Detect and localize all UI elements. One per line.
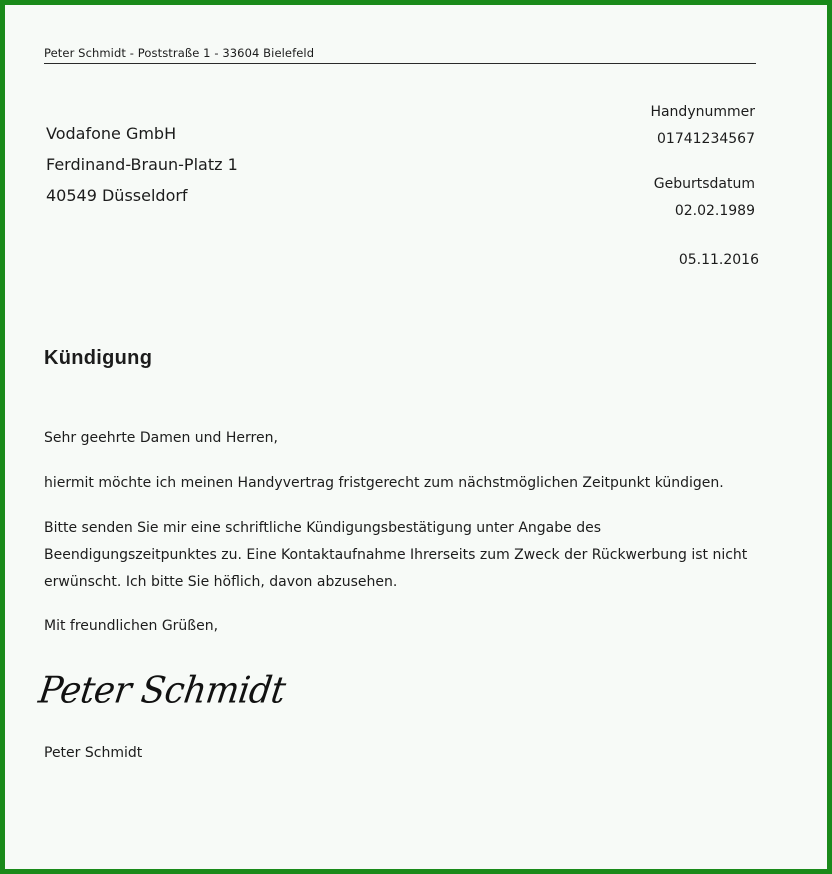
birthdate-value: 02.02.1989 (674, 203, 755, 219)
letter-page (5, 5, 827, 869)
body-paragraph: hiermit möchte ich meinen Handyvertrag fristgerecht zum nächstmöglichen Zeitpunkt kündigen. (44, 475, 724, 491)
sender-return-address: Peter Schmidt - Poststraße 1 - 33604 Bielefeld (44, 46, 756, 64)
letter-subject: Kündigung (44, 347, 153, 369)
phone-value: 01741234567 (657, 131, 755, 147)
recipient-address-block (46, 118, 238, 211)
recipient-city: 40549 Düsseldorf (46, 186, 188, 205)
handwritten-signature: Peter Schmidt (36, 670, 288, 712)
phone-label: Handynummer (650, 104, 755, 120)
salutation: Sehr geehrte Damen und Herren, (44, 430, 278, 446)
closing-phrase: Mit freundlichen Grüßen, (44, 618, 219, 634)
birthdate-label: Geburtsdatum (653, 176, 755, 192)
recipient-company: Vodafone GmbH (46, 124, 177, 143)
printed-name: Peter Schmidt (44, 745, 143, 761)
body-paragraph: Bitte senden Sie mir eine schriftliche Kündigungsbestätigung unter Angabe des Beendigungszeitpunktes zu. Eine Kontaktaufnahme Ihrerseits zum Zweck der Rückwerbung ist nicht erwünscht. Ich bitte Sie höflich, davon abzusehen. (44, 520, 748, 590)
recipient-street: Ferdinand-Braun-Platz 1 (46, 155, 238, 174)
letter-date: 05.11.2016 (678, 252, 759, 268)
